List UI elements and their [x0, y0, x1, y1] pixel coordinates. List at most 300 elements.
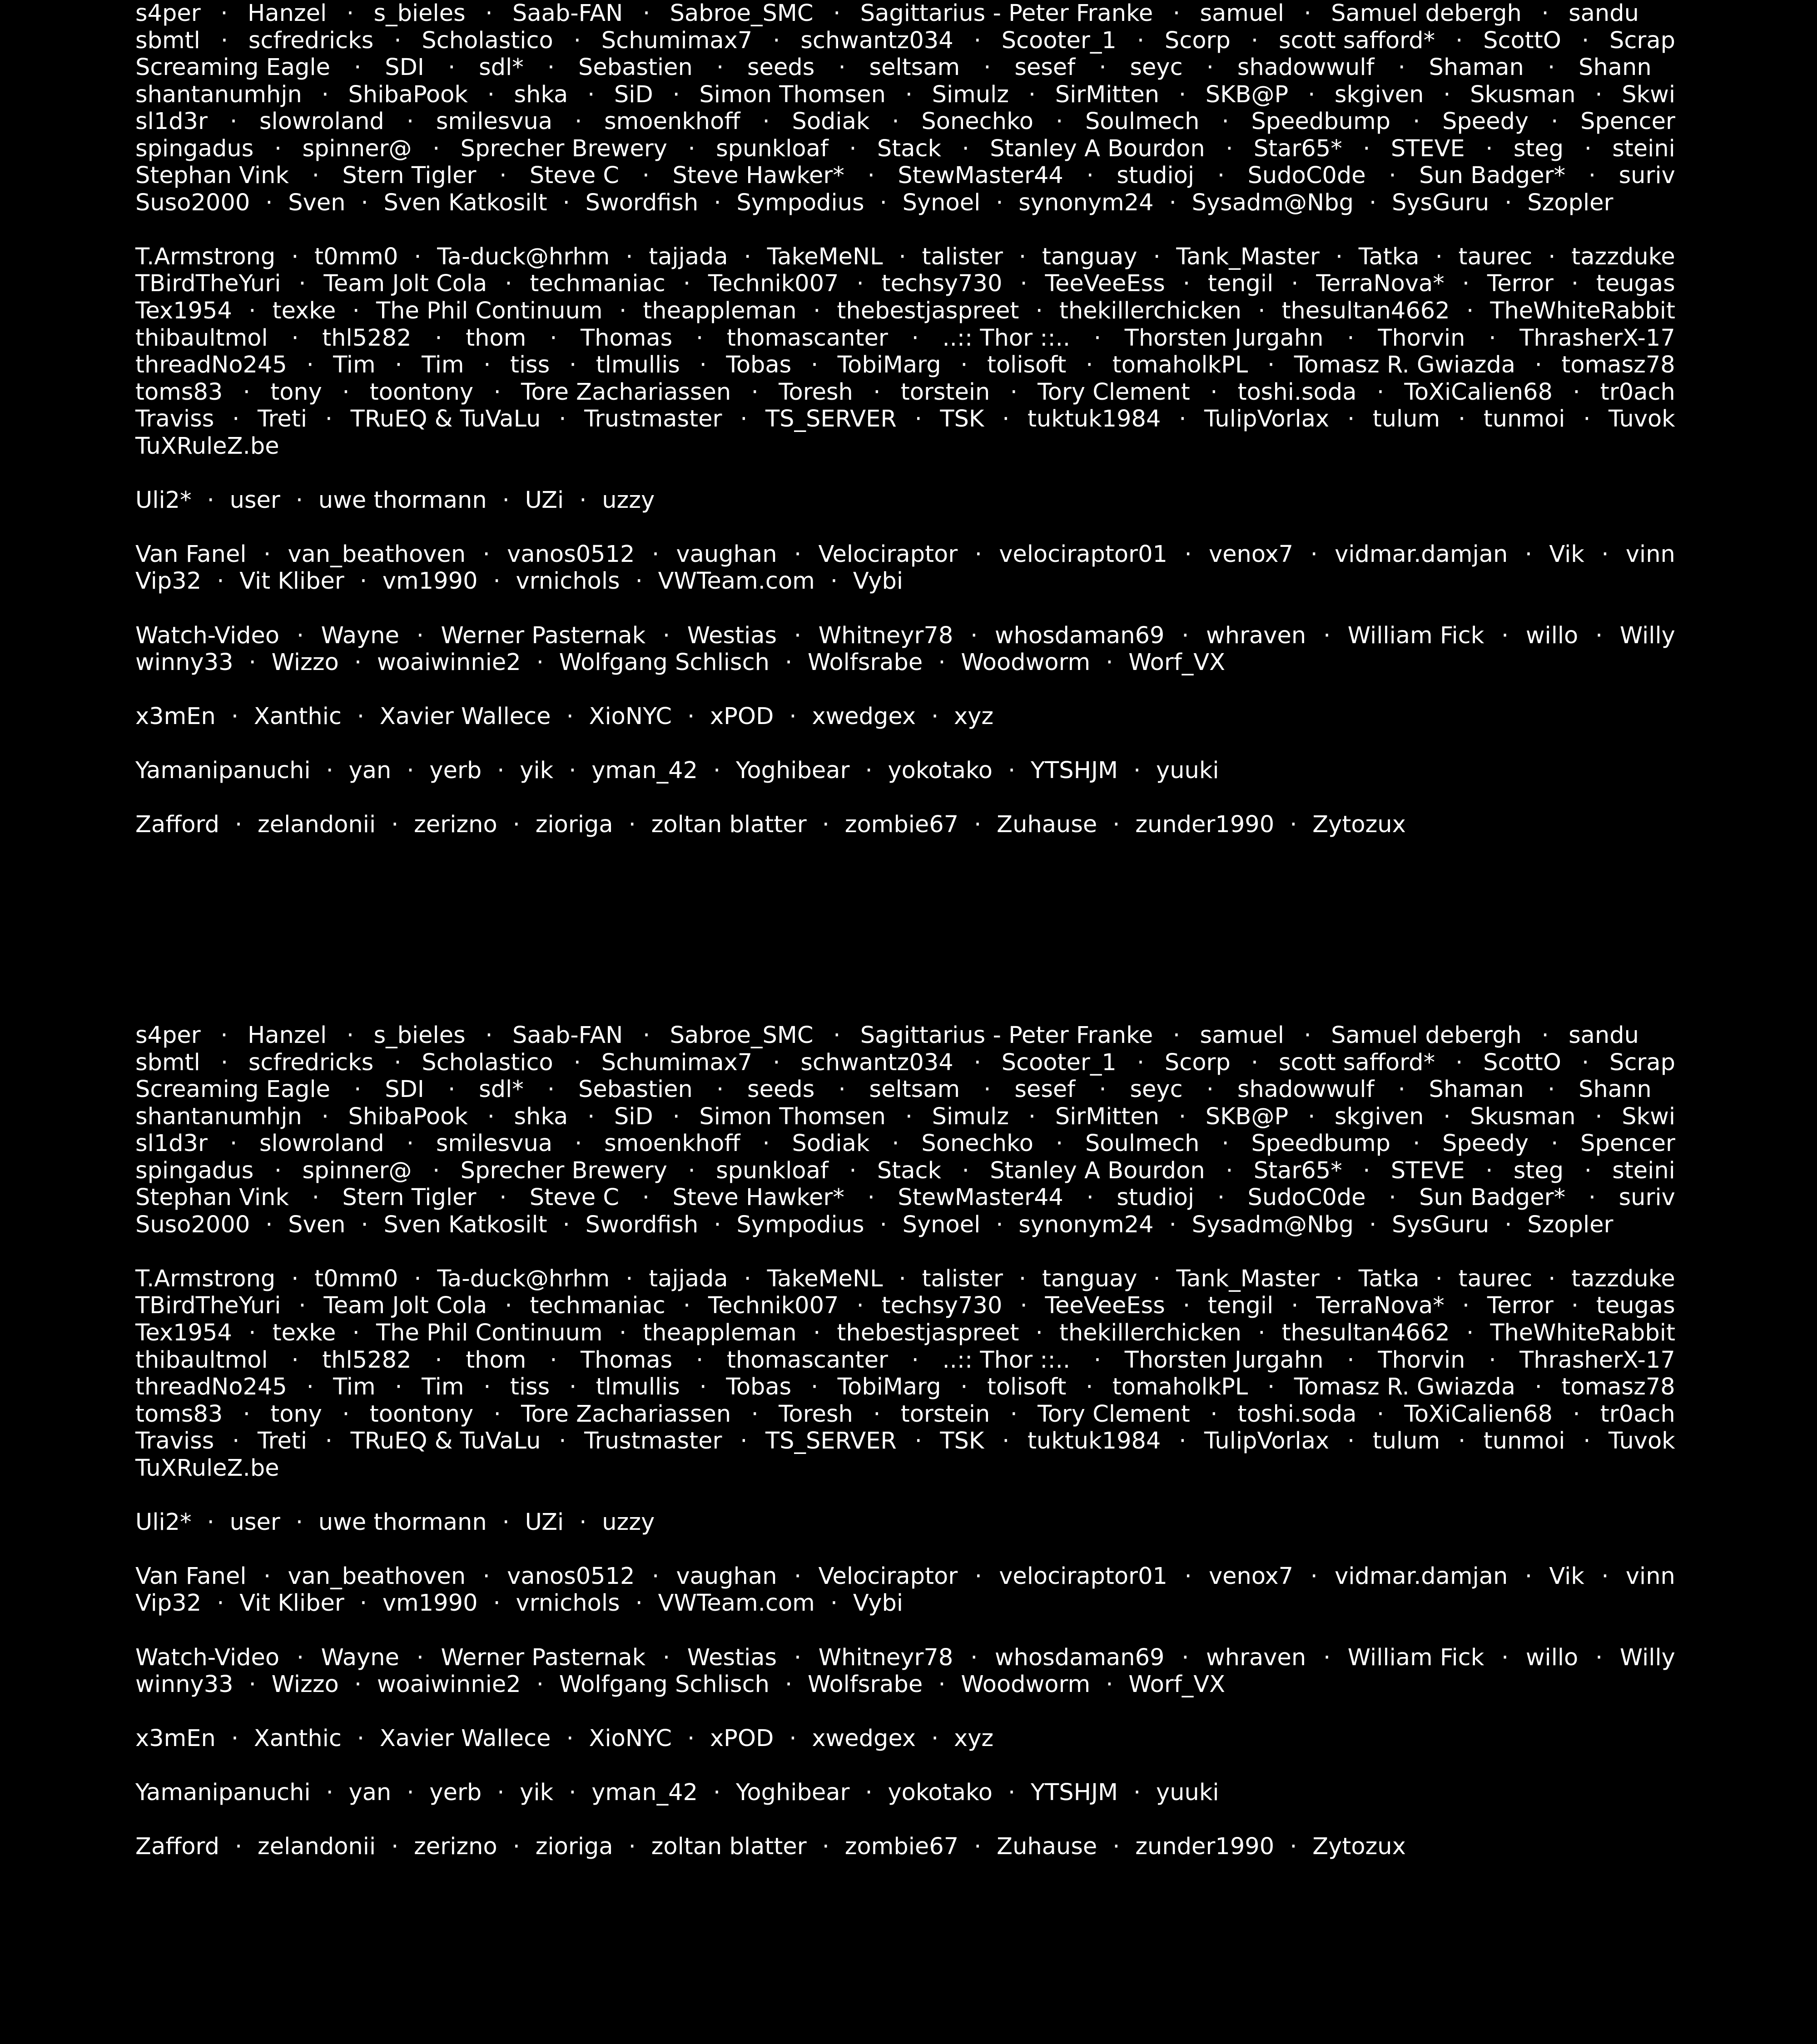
- contributor-name: StewMaster44: [898, 1184, 1063, 1211]
- contributor-name: Traviss: [135, 1428, 214, 1455]
- separator-dot: ·: [1226, 135, 1233, 162]
- contributor-name: Westias: [687, 1644, 777, 1671]
- contributor-name: tony: [270, 1400, 322, 1428]
- contributor-name: SysGuru: [1391, 189, 1489, 216]
- separator-dot: ·: [1455, 27, 1463, 54]
- contributor-name: sbmtl: [135, 27, 200, 54]
- contributor-name: TakeMeNL: [767, 1265, 883, 1292]
- separator-dot: ·: [879, 189, 887, 216]
- credits-line: [135, 0, 1639, 27]
- separator-dot: ·: [1466, 1320, 1474, 1347]
- contributor-name: sesef: [1014, 54, 1076, 81]
- separator-dot: ·: [1290, 1833, 1297, 1860]
- credits-line: [135, 27, 1675, 55]
- credits-line: [135, 1292, 1675, 1320]
- separator-dot: ·: [699, 352, 707, 379]
- separator-dot: ·: [867, 162, 875, 189]
- contributor-name: Werner Pasternak: [441, 1644, 646, 1671]
- contributor-name: Stack: [877, 135, 942, 162]
- separator-dot: ·: [435, 1346, 442, 1374]
- contributor-name: tunmoi: [1483, 1428, 1565, 1455]
- separator-dot: ·: [914, 1428, 922, 1455]
- separator-dot: ·: [1258, 298, 1266, 325]
- contributor-name: yerb: [429, 757, 482, 784]
- contributor-name: winny33: [135, 1671, 233, 1698]
- separator-dot: ·: [231, 703, 239, 730]
- separator-dot: ·: [1458, 406, 1466, 433]
- contributor-name: uwe thormann: [318, 486, 487, 514]
- separator-dot: ·: [762, 1130, 770, 1157]
- contributor-name: xPOD: [710, 703, 774, 730]
- credits-line: [135, 270, 1675, 298]
- contributor-name: zoltan blatter: [651, 1833, 807, 1860]
- separator-dot: ·: [1485, 135, 1493, 162]
- contributor-name: Screaming Eagle: [135, 54, 331, 81]
- separator-dot: ·: [234, 1833, 243, 1860]
- separator-dot: ·: [493, 378, 501, 406]
- separator-dot: ·: [493, 1400, 501, 1428]
- separator-dot: ·: [502, 1508, 510, 1536]
- separator-dot: ·: [931, 1725, 939, 1752]
- contributor-name: thomascanter: [726, 324, 888, 352]
- separator-dot: ·: [1363, 135, 1370, 162]
- separator-dot: ·: [983, 54, 991, 81]
- contributor-name: vaughan: [676, 541, 777, 568]
- contributor-name: Sysadm@Nbg: [1191, 1211, 1354, 1238]
- separator-dot: ·: [274, 135, 282, 162]
- contributor-name: SDI: [385, 54, 424, 81]
- contributor-name: zioriga: [535, 1833, 613, 1860]
- separator-dot: ·: [1206, 1076, 1214, 1103]
- contributor-name: texke: [272, 298, 336, 325]
- separator-dot: ·: [559, 406, 566, 433]
- contributor-name: ShibaPook: [348, 81, 468, 108]
- separator-dot: ·: [569, 352, 577, 379]
- separator-dot: ·: [1290, 811, 1297, 838]
- credits-line: [135, 433, 1676, 460]
- contributor-name: Tobas: [726, 352, 792, 379]
- separator-dot: ·: [1169, 189, 1177, 216]
- contributor-name: slowroland: [259, 108, 384, 135]
- separator-dot: ·: [672, 1103, 680, 1130]
- separator-dot: ·: [1291, 1292, 1299, 1320]
- contributor-name: Steve Hawker*: [672, 162, 844, 189]
- contributor-name: toshi.soda: [1237, 378, 1357, 406]
- contributor-name: Van Fanel: [135, 541, 247, 568]
- contributor-name: Samuel debergh: [1331, 0, 1522, 27]
- separator-dot: ·: [243, 1400, 250, 1428]
- contributor-name: Synoel: [902, 189, 981, 216]
- separator-dot: ·: [248, 1320, 256, 1347]
- contributor-name: venox7: [1208, 541, 1294, 568]
- separator-dot: ·: [740, 406, 748, 433]
- contributor-name: yokotako: [888, 757, 993, 784]
- contributor-name: t0mm0: [314, 1265, 398, 1292]
- contributor-name: TuXRuleZ.be: [135, 432, 279, 460]
- contributor-name: T.Armstrong: [135, 243, 276, 270]
- contributor-name: studioj: [1117, 1184, 1195, 1211]
- credits-line: [135, 1779, 1676, 1806]
- separator-dot: ·: [448, 54, 456, 81]
- separator-dot: ·: [263, 541, 271, 568]
- separator-dot: ·: [1398, 54, 1405, 81]
- contributor-name: Toresh: [779, 1400, 853, 1428]
- separator-dot: ·: [1184, 1563, 1192, 1590]
- separator-dot: ·: [813, 298, 821, 325]
- separator-dot: ·: [566, 1725, 574, 1752]
- separator-dot: ·: [813, 1320, 821, 1347]
- contributor-name: tomasz78: [1561, 352, 1675, 379]
- separator-dot: ·: [974, 541, 982, 568]
- contributor-name: tajjada: [649, 1265, 728, 1292]
- contributor-name: thibaultmol: [135, 1346, 268, 1374]
- contributor-name: Sagittarius - Peter Franke: [860, 1022, 1153, 1049]
- contributor-name: Tomasz R. Gwiazda: [1294, 352, 1515, 379]
- contributor-name: SDI: [385, 1076, 424, 1103]
- contributor-name: user: [229, 1508, 280, 1536]
- contributor-name: Sven Katkosilt: [383, 1211, 547, 1238]
- separator-dot: ·: [662, 1644, 670, 1671]
- contributor-name: thl5282: [322, 324, 412, 352]
- contributor-name: zombie67: [844, 1833, 959, 1860]
- separator-dot: ·: [1571, 270, 1579, 298]
- contributor-name: user: [229, 486, 280, 514]
- separator-dot: ·: [232, 1428, 240, 1455]
- contributor-name: Screaming Eagle: [135, 1076, 331, 1103]
- contributor-name: Shaman: [1429, 54, 1524, 81]
- contributor-name: Yoghibear: [736, 1779, 850, 1806]
- separator-dot: ·: [298, 270, 306, 298]
- contributor-name: TRuEQ & TuVaLu: [350, 1428, 541, 1455]
- separator-dot: ·: [312, 162, 319, 189]
- contributor-name: Tim: [422, 352, 464, 379]
- separator-dot: ·: [962, 135, 969, 162]
- contributor-name: vanos0512: [507, 541, 635, 568]
- separator-dot: ·: [1210, 378, 1218, 406]
- credits-line: [135, 135, 1675, 163]
- separator-dot: ·: [1548, 1076, 1555, 1103]
- separator-dot: ·: [1458, 1428, 1466, 1455]
- separator-dot: ·: [1308, 81, 1316, 108]
- contributor-name: sandu: [1569, 0, 1639, 27]
- separator-dot: ·: [569, 1779, 576, 1806]
- contributor-name: smilesvua: [436, 108, 553, 135]
- contributor-name: yan: [348, 1779, 392, 1806]
- contributor-name: Sven: [288, 1211, 346, 1238]
- separator-dot: ·: [1369, 189, 1377, 216]
- contributor-name: tuktuk1984: [1027, 406, 1161, 433]
- contributor-name: Saab-FAN: [512, 1022, 623, 1049]
- contributor-name: Toresh: [779, 378, 853, 406]
- contributor-name: Vik: [1549, 541, 1584, 568]
- separator-dot: ·: [626, 1265, 633, 1292]
- separator-dot: ·: [688, 135, 695, 162]
- separator-dot: ·: [1584, 1157, 1592, 1184]
- separator-dot: ·: [1489, 324, 1496, 352]
- credits-group-u: [135, 487, 1676, 514]
- separator-dot: ·: [1501, 622, 1509, 649]
- separator-dot: ·: [899, 243, 906, 270]
- separator-dot: ·: [1489, 1346, 1496, 1374]
- contributor-name: ..:: Thor ::..: [942, 1346, 1071, 1374]
- separator-dot: ·: [562, 1211, 570, 1238]
- separator-dot: ·: [785, 649, 793, 676]
- contributor-name: Tore Zachariassen: [521, 378, 731, 406]
- contributor-name: Whitneyr78: [818, 622, 953, 649]
- credits-line: [135, 1644, 1675, 1672]
- contributor-name: TheWhiteRabbit: [1490, 1320, 1675, 1347]
- contributor-name: Terror: [1487, 1292, 1554, 1320]
- contributor-name: xyz: [954, 1725, 994, 1752]
- contributor-name: Sprecher Brewery: [460, 135, 667, 162]
- contributor-name: sesef: [1014, 1076, 1076, 1103]
- separator-dot: ·: [342, 378, 350, 406]
- contributor-name: s4per: [135, 1022, 201, 1049]
- contributor-name: tiss: [510, 352, 550, 379]
- separator-dot: ·: [342, 1400, 350, 1428]
- separator-dot: ·: [1462, 270, 1470, 298]
- separator-dot: ·: [248, 1671, 256, 1698]
- separator-dot: ·: [248, 649, 256, 676]
- contributor-name: tr0ach: [1600, 378, 1675, 406]
- contributor-name: TSK: [940, 1428, 984, 1455]
- contributor-name: Sabroe_SMC: [670, 1022, 814, 1049]
- contributor-name: Willy: [1619, 622, 1675, 649]
- separator-dot: ·: [974, 811, 982, 838]
- separator-dot: ·: [1581, 27, 1589, 54]
- contributor-name: tolisoft: [987, 1374, 1067, 1401]
- separator-dot: ·: [789, 1725, 797, 1752]
- separator-dot: ·: [931, 703, 939, 730]
- contributor-name: Sun Badger*: [1419, 162, 1566, 189]
- separator-dot: ·: [487, 1103, 495, 1130]
- separator-dot: ·: [914, 406, 922, 433]
- separator-dot: ·: [744, 1265, 751, 1292]
- contributor-name: TerraNova*: [1316, 270, 1445, 298]
- contributor-name: schwantz034: [800, 1049, 953, 1076]
- separator-dot: ·: [1548, 1265, 1556, 1292]
- separator-dot: ·: [713, 757, 721, 784]
- contributor-name: vrnichols: [516, 1590, 620, 1617]
- contributor-name: willo: [1525, 1644, 1579, 1671]
- separator-dot: ·: [628, 811, 636, 838]
- credits-line: [135, 1211, 1676, 1239]
- separator-dot: ·: [536, 649, 544, 676]
- separator-dot: ·: [1133, 1779, 1141, 1806]
- separator-dot: ·: [493, 1590, 501, 1617]
- separator-dot: ·: [352, 298, 360, 325]
- contributor-name: Yamanipanuchi: [135, 1779, 311, 1806]
- credits-line: [135, 162, 1675, 189]
- contributor-name: Simulz: [932, 81, 1009, 108]
- contributor-name: theappleman: [643, 1320, 797, 1347]
- separator-dot: ·: [497, 757, 505, 784]
- separator-dot: ·: [1020, 270, 1028, 298]
- contributor-name: VWTeam.com: [658, 568, 815, 595]
- contributor-name: Shaman: [1429, 1076, 1524, 1103]
- separator-dot: ·: [1133, 757, 1141, 784]
- separator-dot: ·: [220, 0, 228, 27]
- contributor-name: zoltan blatter: [651, 811, 807, 838]
- contributor-name: woaiwinnie2: [377, 649, 521, 676]
- contributor-name: Swordfish: [585, 1211, 699, 1238]
- contributor-name: Steve C: [529, 162, 620, 189]
- separator-dot: ·: [628, 1833, 636, 1860]
- contributor-name: teugas: [1596, 1292, 1675, 1320]
- contributor-name: xwedgex: [812, 1725, 916, 1752]
- separator-dot: ·: [575, 108, 582, 135]
- contributor-name: Van Fanel: [135, 1563, 247, 1590]
- contributor-name: smoenkhoff: [604, 1130, 740, 1157]
- contributor-name: tulum: [1372, 406, 1440, 433]
- separator-dot: ·: [672, 81, 680, 108]
- contributor-name: yan: [348, 757, 392, 784]
- contributor-name: sandu: [1569, 1022, 1639, 1049]
- contributor-name: scott safford*: [1278, 27, 1435, 54]
- contributor-name: The Phil Continuum: [376, 1320, 603, 1347]
- contributor-name: uzzy: [602, 486, 655, 514]
- separator-dot: ·: [1376, 378, 1385, 406]
- separator-dot: ·: [714, 189, 721, 216]
- separator-dot: ·: [838, 1076, 846, 1103]
- contributor-name: Tomasz R. Gwiazda: [1294, 1374, 1515, 1401]
- contributor-name: uwe thormann: [318, 1508, 487, 1536]
- contributor-name: Thorvin: [1378, 1346, 1465, 1374]
- separator-dot: ·: [416, 1644, 424, 1671]
- contributor-name: zerizno: [414, 1833, 497, 1860]
- credits-line: [135, 1428, 1675, 1455]
- contributor-name: Steve Hawker*: [672, 1184, 844, 1211]
- contributor-name: van_beathoven: [288, 1563, 466, 1590]
- contributor-name: sbmtl: [135, 1049, 200, 1076]
- contributor-name: toontony: [369, 378, 474, 406]
- separator-dot: ·: [696, 1346, 704, 1374]
- contributor-name: tazzduke: [1571, 243, 1675, 270]
- separator-dot: ·: [1435, 1265, 1443, 1292]
- separator-dot: ·: [1112, 811, 1120, 838]
- separator-dot: ·: [217, 568, 224, 595]
- contributor-name: tomaholkPL: [1112, 352, 1248, 379]
- contributor-name: Swordfish: [585, 189, 699, 216]
- separator-dot: ·: [407, 757, 414, 784]
- contributor-name: Tex1954: [135, 1320, 232, 1347]
- contributor-name: seltsam: [869, 54, 960, 81]
- separator-dot: ·: [762, 108, 770, 135]
- contributor-name: Tory Clement: [1038, 378, 1190, 406]
- contributor-name: Tatka: [1358, 1265, 1420, 1292]
- separator-dot: ·: [357, 1725, 365, 1752]
- separator-dot: ·: [575, 1130, 582, 1157]
- separator-dot: ·: [406, 1130, 414, 1157]
- separator-dot: ·: [1551, 108, 1559, 135]
- credits-line: [135, 541, 1675, 568]
- contributor-name: Sympodius: [736, 1211, 864, 1238]
- contributor-name: UZi: [525, 1508, 564, 1536]
- contributor-name: Sonechko: [921, 108, 1033, 135]
- separator-dot: ·: [326, 757, 333, 784]
- credits-group-w: [135, 1644, 1676, 1698]
- contributor-name: Vybi: [853, 1590, 904, 1617]
- credits-line: [135, 325, 1675, 352]
- contributor-name: STEVE: [1390, 1157, 1465, 1184]
- credits-group-t: [135, 1265, 1676, 1482]
- separator-dot: ·: [1106, 649, 1113, 676]
- separator-dot: ·: [234, 811, 243, 838]
- contributor-name: Sprecher Brewery: [460, 1157, 667, 1184]
- separator-dot: ·: [652, 541, 660, 568]
- contributor-name: Traviss: [135, 406, 214, 433]
- separator-dot: ·: [849, 135, 857, 162]
- separator-dot: ·: [550, 324, 557, 352]
- contributor-name: Treti: [257, 1428, 307, 1455]
- contributor-name: threadNo245: [135, 352, 287, 379]
- contributor-name: xPOD: [710, 1725, 774, 1752]
- separator-dot: ·: [295, 486, 303, 514]
- contributor-name: schwantz034: [800, 27, 953, 54]
- contributor-name: shka: [514, 1103, 568, 1130]
- contributor-name: Wolfgang Schlisch: [559, 649, 769, 676]
- separator-dot: ·: [635, 1590, 643, 1617]
- credits-group-t: [135, 243, 1676, 460]
- contributor-name: Tank_Master: [1176, 1265, 1320, 1292]
- contributor-name: Tatka: [1358, 243, 1420, 270]
- separator-dot: ·: [833, 1022, 841, 1049]
- separator-dot: ·: [714, 1211, 721, 1238]
- contributor-name: Tex1954: [135, 298, 232, 325]
- contributor-name: seltsam: [869, 1076, 960, 1103]
- credits-line: [135, 568, 1676, 595]
- contributor-name: StewMaster44: [898, 162, 1063, 189]
- contributor-name: uzzy: [602, 1508, 655, 1536]
- contributor-name: techsy730: [881, 1292, 1003, 1320]
- contributor-name: tuktuk1984: [1027, 1428, 1161, 1455]
- contributor-name: Samuel debergh: [1331, 1022, 1522, 1049]
- separator-dot: ·: [1310, 541, 1318, 568]
- contributor-name: Wolfsrabe: [808, 1671, 923, 1698]
- separator-dot: ·: [359, 1590, 367, 1617]
- separator-dot: ·: [248, 298, 256, 325]
- separator-dot: ·: [794, 1644, 802, 1671]
- separator-dot: ·: [751, 378, 759, 406]
- contributor-name: Sven: [288, 189, 346, 216]
- contributor-name: TobiMarg: [837, 1374, 941, 1401]
- separator-dot: ·: [1251, 1049, 1259, 1076]
- separator-dot: ·: [1018, 243, 1027, 270]
- separator-dot: ·: [662, 622, 670, 649]
- separator-dot: ·: [1588, 162, 1596, 189]
- separator-dot: ·: [547, 54, 555, 81]
- separator-dot: ·: [1501, 1644, 1509, 1671]
- separator-dot: ·: [1028, 81, 1036, 108]
- credits-line: [135, 352, 1675, 379]
- separator-dot: ·: [1601, 1563, 1609, 1590]
- separator-dot: ·: [1347, 1346, 1355, 1374]
- separator-dot: ·: [960, 352, 968, 379]
- contributor-name: shadowwulf: [1237, 54, 1375, 81]
- contributor-name: Worf_VX: [1128, 649, 1226, 676]
- contributor-name: taurec: [1458, 1265, 1533, 1292]
- contributor-name: XioNYC: [589, 1725, 672, 1752]
- contributor-name: Vip32: [135, 568, 202, 595]
- contributor-name: Technik007: [708, 270, 839, 298]
- contributor-name: Synoel: [902, 1211, 981, 1238]
- contributor-name: sdl*: [479, 1076, 524, 1103]
- separator-dot: ·: [683, 1292, 691, 1320]
- separator-dot: ·: [1304, 1022, 1311, 1049]
- contributor-name: tengil: [1207, 1292, 1274, 1320]
- separator-dot: ·: [794, 541, 802, 568]
- contributor-name: Woodworm: [961, 649, 1091, 676]
